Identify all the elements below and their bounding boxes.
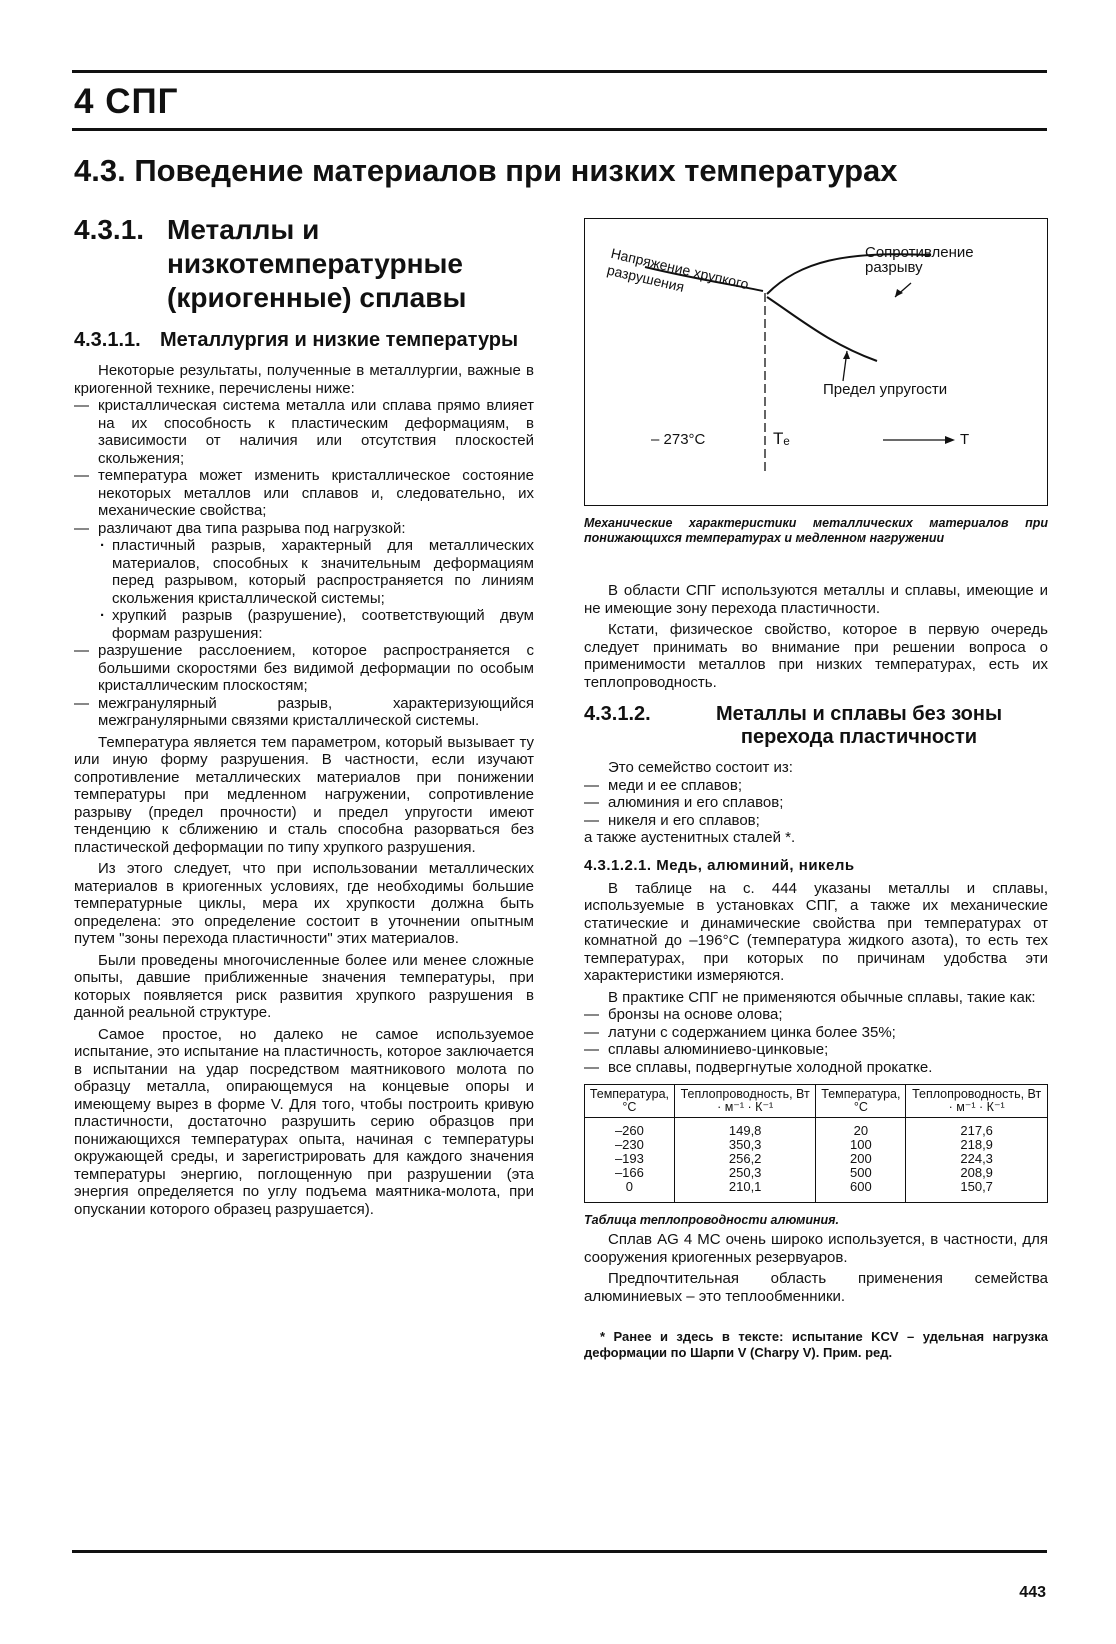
paragraph: Предпочтительная область применения семейства алюминиевых – это теплообменники. [584, 1270, 1048, 1305]
table-cell: –260 [585, 1118, 675, 1139]
table-cell: 149,8 [674, 1118, 816, 1139]
column-header: Теплопроводность, Вт · м⁻¹ · К⁻¹ [674, 1085, 816, 1118]
table-row [585, 1180, 1048, 1203]
minus-273-label: – 273°C [651, 431, 706, 448]
list-item: — разрушение расслоением, которое распространяется с большими скоростями без видимой деформации по особым кристаллическим плоскостям; [74, 642, 534, 695]
table-cell: 500 [816, 1166, 906, 1180]
list-item: — различают два типа разрыва под нагрузкой: [74, 520, 534, 538]
column-header: Температура, °C [585, 1085, 675, 1118]
bottom-rule [72, 1550, 1047, 1553]
table-cell: –166 [585, 1166, 675, 1180]
table-cell: 600 [816, 1180, 906, 1203]
table-row [585, 1138, 1048, 1152]
column-header: Температура, °C [816, 1085, 906, 1118]
list-item: — алюминия и его сплавов; [584, 794, 1048, 812]
table-cell: –230 [585, 1138, 675, 1152]
family-intro: Это семейство состоит из: [608, 759, 793, 776]
list-item: — все сплавы, подвергнутые холодной прокатке. [584, 1059, 1048, 1077]
table-cell: 250,3 [674, 1166, 816, 1180]
table-cell: 20 [816, 1118, 906, 1139]
table-cell: –193 [585, 1152, 675, 1166]
paragraph: Сплав AG 4 MC очень широко используется, в частности, для сооружения криогенных резервуаров. [584, 1231, 1048, 1266]
intro-paragraph: Некоторые результаты, полученные в металлургии, важные в криогенной технике, перечислены ниже: [74, 362, 534, 397]
table-cell: 208,9 [906, 1166, 1048, 1180]
table-cell: 100 [816, 1138, 906, 1152]
table-cell: 217,6 [906, 1118, 1048, 1139]
mechanical-properties-figure [584, 218, 1048, 506]
heading-number: 4.3.1.2. [584, 703, 651, 725]
heading-text: Металлы и низкотемпературные (криогенные) сплавы [167, 214, 467, 313]
yield-limit-curve [767, 297, 877, 361]
table-cell: 210,1 [674, 1180, 816, 1203]
brittle-stress-label: Напряжение хрупкого разрушения [605, 245, 751, 295]
table-row [585, 1166, 1048, 1180]
table-cell: 200 [816, 1152, 906, 1166]
paragraph: Были проведены многочисленные более или менее сложные опыты, давшие приближенные значения температуры, при которых появляется риск развития хрупкого разрушения в данной реальной структуре. [74, 951, 534, 1021]
table-cell: 350,3 [674, 1138, 816, 1152]
t-label: T [960, 431, 970, 448]
list-item: — латуни с содержанием цинка более 35%; [584, 1024, 1048, 1042]
table-header-row [585, 1085, 1048, 1118]
table-row [585, 1118, 1048, 1139]
heading-4-3-1-2-1: 4.3.1.2.1. Медь, алюминий, никель [584, 856, 855, 874]
table-cell: 150,7 [906, 1180, 1048, 1203]
paragraph: Температура является тем параметром, который вызывает ту или иную форму разрушения. В частности, если изучают сопротивление металлических материалов при понижении температуры при медленном нагружении, сопротивление разрыву (предел прочности) и предел упругости имеют тенденцию к сближению и сталь способна разорваться без пластической деформации по типу хрупкого разрушения. [74, 733, 534, 856]
heading-number: 4.3.1. [74, 214, 145, 245]
list-item: — никеля и его сплавов; [584, 812, 1048, 830]
table-cell: 224,3 [906, 1152, 1048, 1166]
table-row [585, 1152, 1048, 1166]
list-item: — температура может изменить кристаллическое состояние некоторых металлов или сплавов и, следовательно, их механические свойства; [74, 467, 534, 520]
table-cell: 256,2 [674, 1152, 816, 1166]
te-label: Tₑ [773, 429, 790, 448]
heading-text: Металлургия и низкие температуры [160, 329, 519, 351]
left-column [74, 213, 534, 1218]
paragraph: Кстати, физическое свойство, которое в первую очередь следует принимать во внимание при решении вопроса о применимости металлов при низких температурах, есть их теплопроводность. [584, 621, 1048, 691]
page-number: 443 [1019, 1584, 1046, 1601]
tensile-strength-label: Сопротивление разрыву [865, 244, 974, 276]
sub-list-item: · хрупкий разрыв (разрушение), соответствующий двум формам разрушения: [74, 607, 534, 642]
section-title: 4.3. Поведение материалов при низких температурах [74, 153, 898, 188]
heading-number: 4.3.1.1. [74, 329, 141, 351]
list-item: — бронзы на основе олова; [584, 1006, 1048, 1024]
heading-4-3-1 [74, 213, 534, 315]
heading-text: Металлы и сплавы без зоны перехода пластичности [715, 703, 1003, 748]
figure-caption: Механические характеристики металлических материалов при понижающихся температурах и медленном нагружении [584, 516, 1048, 545]
table-cell: 218,9 [906, 1138, 1048, 1152]
top-rule [72, 70, 1047, 73]
paragraph: В практике СПГ не применяются обычные сплавы, такие как: [608, 988, 1036, 1006]
paragraph: Из этого следует, что при использовании металлических материалов в криогенных условиях, где необходимы большие температурные циклы, мера их хрупкости должна быть определена: это определение состоит в уточнении опытным путем "зоны перехода пластичности" этих материалов. [74, 860, 534, 947]
heading-4-3-1-1 [74, 329, 534, 352]
yield-limit-label: Предел упругости [823, 381, 948, 398]
column-header: Теплопроводность, Вт · м⁻¹ · К⁻¹ [906, 1085, 1048, 1118]
list-item: — межгранулярный разрыв, характеризующийся межгранулярными связями кристаллической системы. [74, 695, 534, 730]
right-column [584, 218, 1048, 1360]
paragraph: В таблице на с. 444 указаны металлы и сплавы, используемые в установках СПГ, а также их механические статические и динамические свойства при температурах от комнатной до –196°C (температура жидкого азота), то есть тех температурах, при которых по причинам удобства эти характеристики измеряются. [584, 879, 1048, 984]
chapter-header: 4 СПГ [74, 82, 179, 121]
aluminium-conductivity-table [584, 1084, 1048, 1203]
footnote: * Ранее и здесь в тексте: испытание KCV – удельная нагрузка деформации по Шарпи V (Charpy V). Прим. ред. [584, 1329, 1048, 1360]
family-tail: а также аустенитных сталей *. [584, 829, 796, 846]
heading-4-3-1-2 [584, 703, 1048, 749]
sub-list-item: · пластичный разрыв, характерный для металлических материалов, способных к значительным деформациям перед разрывом, который распространяется по линиям скольжения кристаллической системы; [74, 537, 534, 607]
table-cell: 0 [585, 1180, 675, 1203]
paragraph: В области СПГ используются металлы и сплавы, имеющие и не имеющие зону перехода пластичности. [584, 582, 1048, 617]
list-item: — меди и ее сплавов; [584, 777, 1048, 795]
list-item: — сплавы алюминиево-цинковые; [584, 1041, 1048, 1059]
list-item: — кристаллическая система металла или сплава прямо влияет на их способность к пластическим деформациям, в зависимости от наличия или отсутствия плоскостей скольжения; [74, 397, 534, 467]
table-caption: Таблица теплопроводности алюминия. [584, 1213, 839, 1227]
chapter-rule [72, 128, 1047, 131]
paragraph: Самое простое, но далеко не самое используемое испытание, это испытание на пластичность, которое заключается в испытании на удар посредством маятникового молота по образцу металла, опирающемуся на концевые опоры и имеющему вырез в форме V. Для того, чтобы построить кривую пластичности, достаточно разрушить серию образцов при понижающихся температурах опыта, начиная с температуры окружающей среды, и зарегистрировать для каждого значения температуры энергию, поглощенную при разрушении (эта энергия определяется по углу подъема маятника-молота, при опускании которого образец разрушается). [74, 1025, 534, 1218]
